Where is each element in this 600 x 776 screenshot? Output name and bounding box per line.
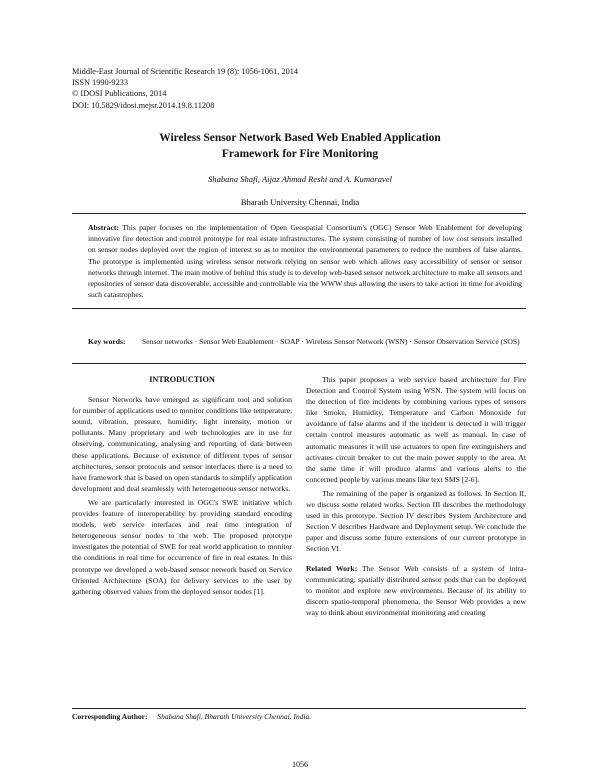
introduction-heading: INTRODUCTION [149, 375, 215, 384]
corresponding-author [72, 708, 526, 721]
journal-metadata [72, 66, 532, 111]
keywords [88, 336, 524, 347]
title-line-1: Wireless Sensor Network Based Web Enabled Application [159, 132, 441, 144]
paper-title [60, 131, 540, 162]
authors: Shabana Shafi, Aijaz Ahmad Reshi and A. Kumaravel [207, 174, 393, 184]
keywords-label: Key words: [88, 337, 126, 346]
abstract [72, 213, 526, 309]
doi: DOI: 10.5829/idosi.mejsr.2014.19.8.11208 [72, 100, 215, 110]
paragraph: Sensor Networks have emerged as significant tool and solution for number of applications used to monitor conditions like temperature, sound, vibration, pressure, humidity, light intensity, motion or pollutants. Many proprietary and web technologies are in use for observing, communicating, analysing and reporting of data between these applications. Because of existence of different types of sensor architectures, sensor protocols and sensor interfaces there is a need to have framework that is based on open standards to simplify application development and deal seamlessly with heterogeneous sensor networks. [72, 395, 292, 493]
corresponding-author-label: Corresponding Author: [72, 712, 148, 721]
journal-citation: Middle-East Journal of Scientific Research 19 (8): 1056-1061, 2014 [72, 67, 299, 76]
keywords-text: Sensor networks · Sensor Web Enablement · SOAP · Wireless Sensor Network (WSN) · Sensor Observation Service (SOS) [142, 337, 520, 346]
related-work-text: The Sensor Web consists of a system of intra-communicating, spatially distributed sensor pods that can be deployed to monitor and explore new environments. Because of its ability to discern spatio-temporal phenomena, the Sensor Web provides a new way to think about environmental monitoring and creating [306, 563, 526, 617]
page-number: 1056 [292, 760, 308, 769]
paragraph: We are particularly interested in OGC's SWE initiative which provides feature of interoperability by providing standard encoding models, web service interfaces and real time integration of heterogeneous sensor nodes to the web. The proposed prototype investigates the potential of SWE for real world application to monitor the conditions in real time for occurrence of fire in real estates. In this prototype we developed a web-based sensor network based on Service Oriented Architecture (SOA) for delivery services to the user by gathering observed values from the deployed sensor nodes [1]. [72, 497, 292, 596]
title-line-2: Framework for Fire Monitoring [221, 147, 379, 160]
related-work-paragraph [306, 563, 526, 618]
corresponding-author-text: Shabana Shafi, Bharath University Chennai, India. [157, 712, 312, 721]
right-column [306, 374, 526, 621]
affiliation: Bharath University Chennai, India [240, 197, 360, 207]
paragraph: The remaining of the paper is organized as follows. In Section II, we discuss some related works. Section III describes the methodology used in this prototype. Section IV describes System Architecture and Section V describes Hardware and Deployment setup. We conclude the paper and discuss some future extensions of our current prototype in Section VI. [306, 488, 526, 554]
related-work-label: Related Work: [306, 563, 358, 573]
paragraph: This paper proposes a web service based architecture for Fire Detection and Control System using WSN. The system will focus on the detection of fire incidents by combining various types of sensors like Smoke, Humidity, Temperature and Carbon Monoxide for avoidance of false alarms and if the incident is detected it will trigger certain control measures automatic as well as manual. In case of automatic measures it will use actuators to open fire extinguishers and activates circuit breaker to cut the main power supply to the area. At the same time it will produce alarms and various alerts to the concerned people by various means like text SMS [2-6]. [306, 375, 526, 484]
issn: ISSN 1990-9233 [72, 78, 129, 88]
abstract-label: Abstract: [88, 223, 119, 232]
copyright: © IDOSI Publications, 2014 [72, 89, 167, 99]
left-column [72, 374, 292, 600]
divider [72, 363, 526, 364]
abstract-text: This paper focuses on the implementation of Open Geospatial Consortium's (OGC) Sensor Web Enablement for developing innovative fire detection and control prototype for real estate infrastructures. The system consisting of number of low cost sensors installed on sensor nodes deployed over the region of interest so as to monitor the environmental parameters to reduce the numbers of false alarms. The prototype is implemented using wireless sensor network relying on sensor web which allows easy accessibility of sensor or sensor networks through internet. The main motive of behind this study is to develop web-based sensor network architecture to make all sensors and repositories of sensor data discoverable, accessible and controllable via the WWW thus allowing the users to take action in time for avoiding such catastrophes. [88, 223, 522, 300]
